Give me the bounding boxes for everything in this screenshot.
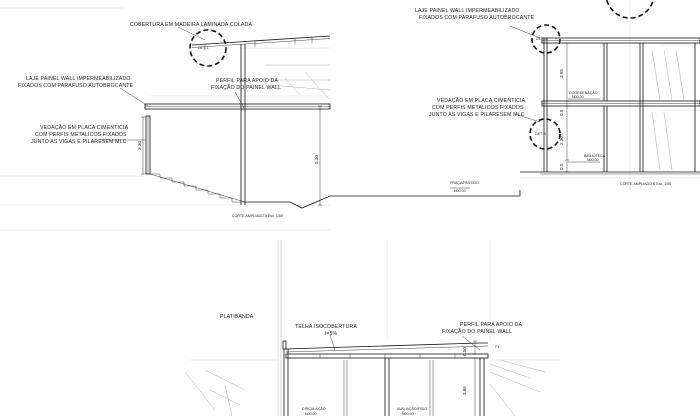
- level-coordenacao-name: COORDENAÇÃO: [569, 91, 598, 95]
- label-profile-1: PERFIL PARA APOIO DA: [216, 78, 279, 84]
- caption-section-b: CORTE AMPLIADO B Esc. 1/50: [620, 182, 672, 186]
- label-b-slab-1: LAJE PAINEL WALL IMPERMEABILIZADO: [415, 8, 520, 14]
- parapet: [283, 341, 286, 349]
- detail-ref-1: DET. 1: [198, 46, 209, 50]
- caption-section-a: CORTE AMPLIADO A Esc. 1/50: [232, 214, 283, 218]
- label-roof: COBERTURA EM MADEIRA LAMINADA COLADA: [130, 22, 253, 28]
- detail-ref-2: DET. 2: [536, 37, 547, 41]
- label-c-profile-1: PERFIL PARA APOIO DA: [460, 322, 523, 328]
- label-wall-3: JUNTO AS VIGAS E PILARESEM MLC: [31, 139, 127, 145]
- label-b-wall-3: JUNTO AS VIGAS E PILARESEM MLC: [429, 112, 525, 118]
- dim-parapet: 0.50: [462, 347, 467, 356]
- dim-wall-height: 3.30: [137, 141, 142, 150]
- label-b-wall-2: COM PERFIS METALICOS FIXADOS: [432, 105, 524, 111]
- dim-bottom-height: 3.65: [462, 386, 467, 395]
- room-circulacao-name: CIRCULAÇÃO: [302, 407, 326, 411]
- level-biblioteca-value: N00.00: [587, 158, 599, 162]
- label-profile-2: FIXAÇÃO DO PAINEL WALL: [211, 85, 281, 91]
- label-wall-2: COM PERFIS METALICOS FIXADOS: [35, 132, 127, 138]
- room-avaliacao-value: N00.00: [402, 412, 414, 416]
- level-praca-name: PRAÇA/PASSEIO: [450, 181, 479, 185]
- room-circulacao-value: N00.00: [305, 412, 317, 416]
- dim-b-lower: 2.30: [559, 136, 564, 145]
- marker-f1: F1: [495, 345, 500, 349]
- dim-b-upper: 3.65: [559, 69, 564, 78]
- label-wall-1: VEDAÇÃO EM PLACA CIMENTICIA: [40, 125, 129, 131]
- section-c: [185, 240, 560, 416]
- label-c-profile-2: FIXAÇÃO DO PAINEL WALL: [442, 329, 512, 335]
- level-biblioteca-name: BIBLIOTECA: [584, 154, 606, 158]
- detail-ref-3: DET. 3: [535, 132, 546, 136]
- room-avaliacao-name: AVALIAÇÃO/FISIO: [397, 407, 428, 411]
- level-coordenacao-value: N00.00: [572, 95, 584, 99]
- label-slab-1: LAJE PAINEL WALL IMPERMEABILIZADO: [26, 76, 131, 82]
- dim-b-base: 0.5: [559, 163, 564, 170]
- label-b-wall-1: VEDAÇÃO EM PLACA CIMENTICIA: [437, 98, 526, 104]
- label-roof-slope: i=5%: [325, 331, 338, 337]
- dim-total-height: 5.30: [314, 155, 319, 164]
- roof-tile: [286, 343, 488, 349]
- ground-line: [245, 190, 520, 208]
- label-roof-tile: TELHA ISOCOBERTURA: [295, 324, 357, 330]
- label-b-slab-2: FIXADOS COM PARAFUSO AUTOBROCANTE: [419, 15, 535, 21]
- section-a: [0, 8, 520, 230]
- label-parapet: PLATIBANDA: [220, 314, 254, 320]
- label-slab-2: FIXADOS COM PARAFUSO AUTOBROCANTE: [18, 83, 134, 89]
- level-praca-value: N00.00: [454, 189, 466, 193]
- dim-b-slab: 0.5: [559, 109, 564, 116]
- roof-beam: [192, 36, 330, 45]
